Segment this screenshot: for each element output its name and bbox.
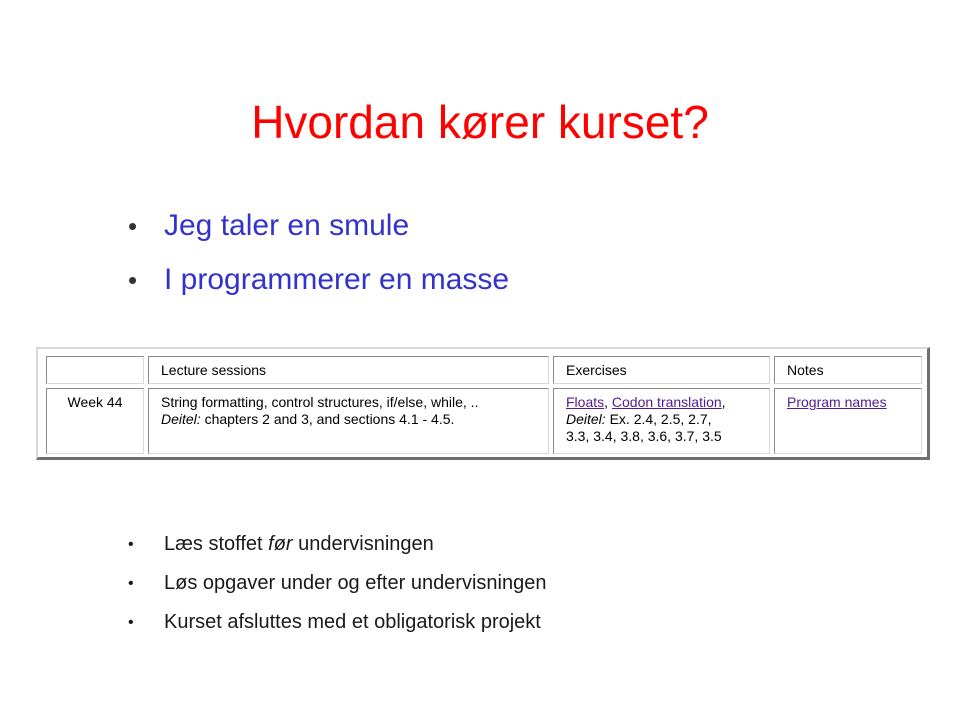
bottom-bullet-1 — [128, 525, 546, 564]
table-cell-week: Week 44 — [46, 388, 144, 454]
bullet-dot-icon: • — [128, 575, 134, 592]
top-bullet-text: I programmerer en masse — [164, 263, 510, 296]
exercise-line-1 — [566, 394, 757, 411]
bullet-dot-icon: • — [128, 211, 138, 241]
table-cell-lecture — [148, 388, 549, 454]
top-bullet-list — [128, 199, 509, 307]
bottom-bullet-text-after: undervisningen — [292, 533, 434, 555]
floats-link[interactable]: Floats — [566, 394, 605, 410]
exercise-line-3: 3.3, 3.4, 3.8, 3.6, 3.7, 3.5 — [566, 428, 722, 444]
schedule-table — [36, 347, 930, 460]
bottom-bullet-3 — [128, 603, 546, 642]
table-header-exercises: Exercises — [553, 356, 770, 384]
exercise-comma: , — [721, 394, 726, 410]
top-bullet-2 — [128, 253, 509, 307]
table-header-notes: Notes — [774, 356, 922, 384]
deitel-label: Deitel: — [566, 411, 606, 427]
bottom-bullet-emphasis: før — [268, 533, 293, 555]
bottom-bullet-text: Kurset afsluttes med et obligatorisk projekt — [164, 611, 541, 633]
exercise-separator: , — [604, 394, 612, 410]
table-cell-exercises — [553, 388, 770, 454]
lecture-line-2-text: chapters 2 and 3, and sections 4.1 - 4.5. — [200, 411, 455, 427]
bottom-bullet-list — [128, 525, 546, 642]
table-header-lecture-sessions: Lecture sessions — [148, 356, 549, 384]
program-names-link[interactable]: Program names — [787, 394, 887, 410]
exercise-line-2 — [566, 411, 757, 428]
top-bullet-text: Jeg taler en smule — [164, 209, 410, 242]
top-bullet-1 — [128, 199, 509, 253]
table-header-empty — [46, 356, 144, 384]
table-cell-notes — [774, 388, 922, 454]
slide-title: Hvordan kører kurset? — [251, 96, 709, 148]
lecture-line-2 — [161, 411, 536, 428]
bottom-bullet-text: Løs opgaver under og efter undervisningen — [164, 572, 547, 594]
bottom-bullet-2 — [128, 564, 546, 603]
codon-translation-link[interactable]: Codon translation — [611, 394, 722, 410]
lecture-line-1: String formatting, control structures, if/else, while, .. — [161, 394, 479, 410]
bottom-bullet-text-before: Læs stoffet — [164, 533, 269, 555]
deitel-label: Deitel: — [161, 411, 201, 427]
bullet-dot-icon: • — [128, 536, 134, 553]
bullet-dot-icon: • — [128, 265, 138, 295]
exercise-line-2-text: Ex. 2.4, 2.5, 2.7, — [605, 411, 712, 427]
bullet-dot-icon: • — [128, 614, 134, 631]
